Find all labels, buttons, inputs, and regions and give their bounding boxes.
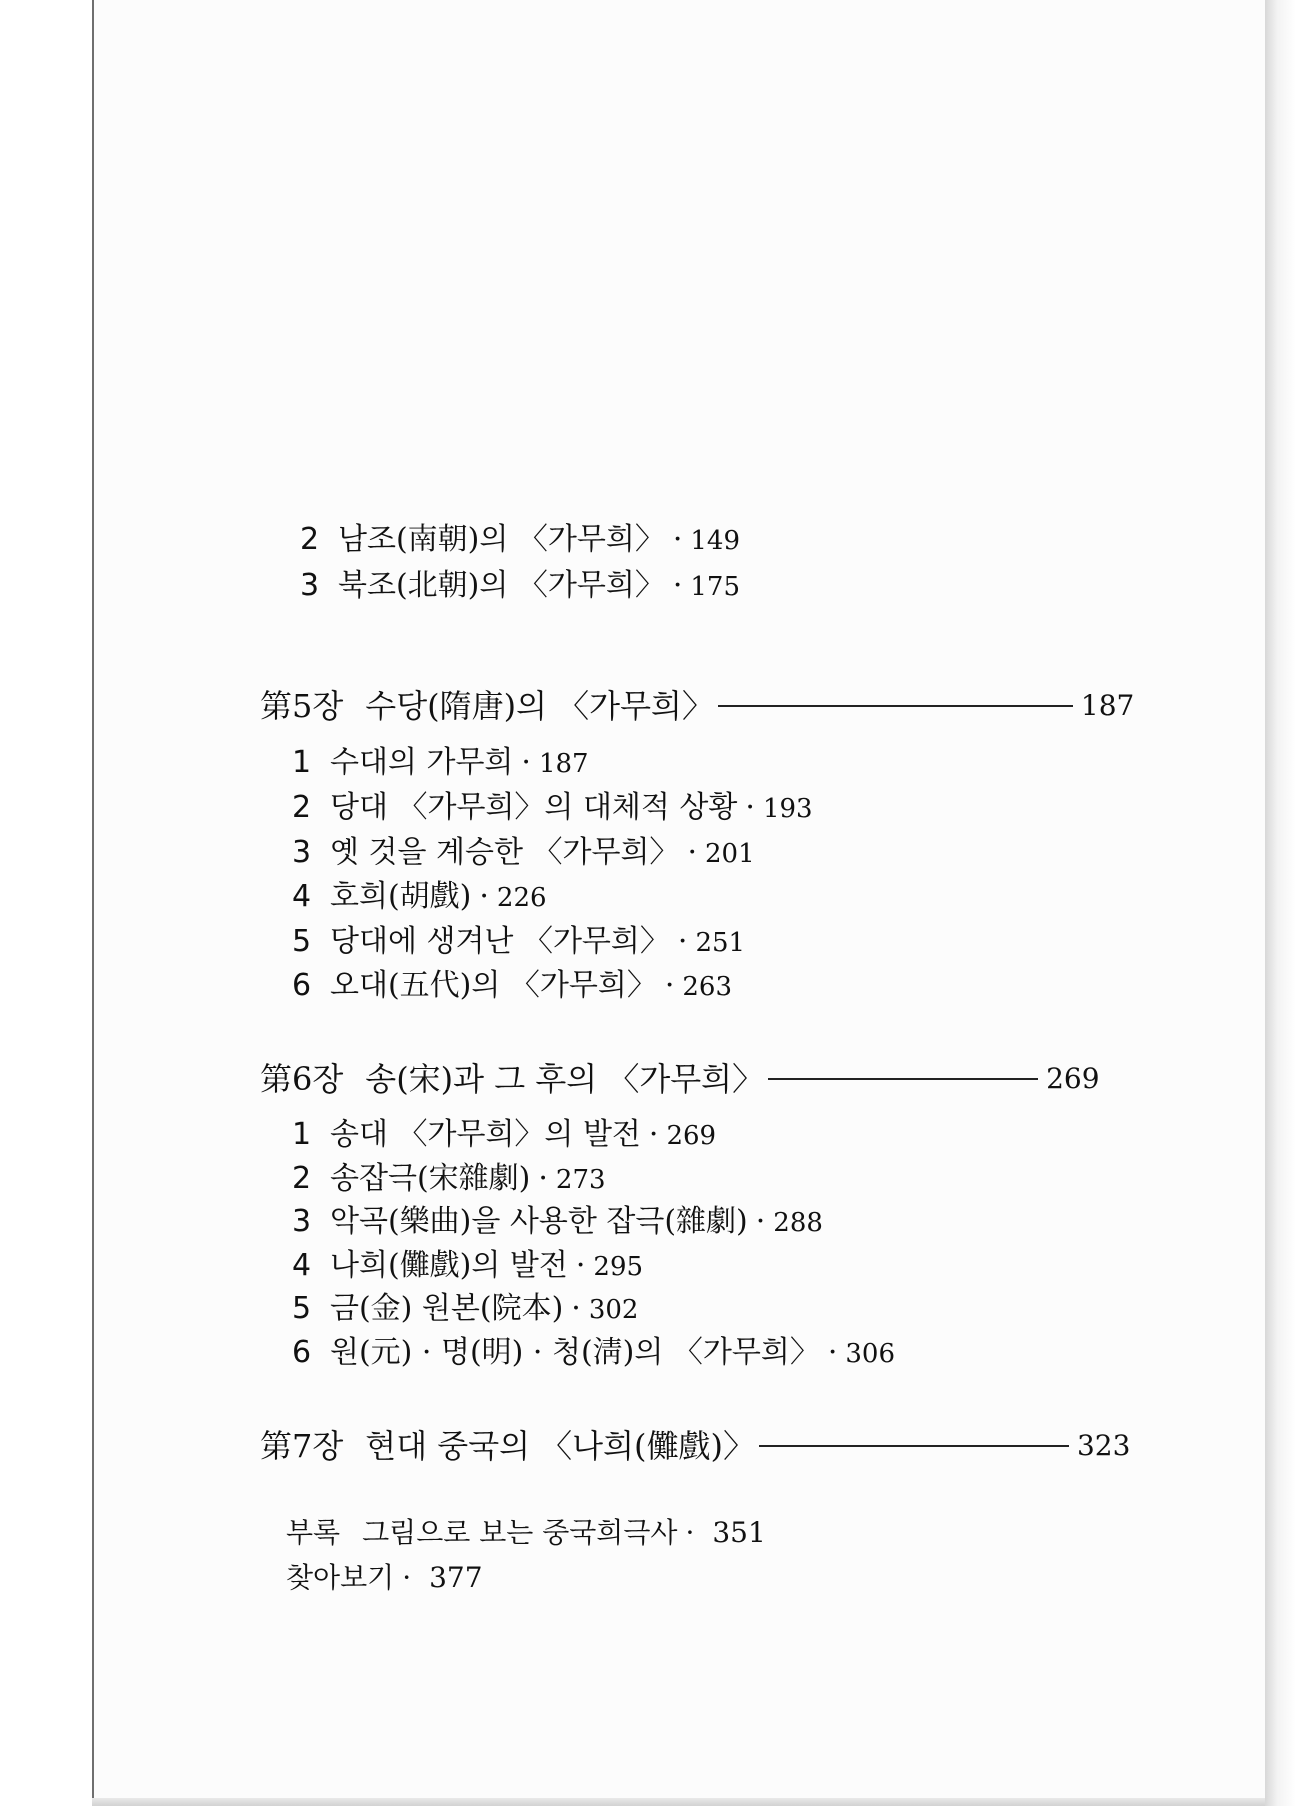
- index-page: 377: [429, 1561, 483, 1594]
- toc-entry: [292, 1291, 638, 1328]
- chapter-heading: [260, 1426, 1130, 1466]
- section-number: 4: [292, 879, 312, 914]
- appendix-page: 351: [712, 1516, 766, 1549]
- chapter-page: 187: [1080, 689, 1135, 722]
- section-number: 6: [292, 1335, 312, 1370]
- page-edge-shadow: [1265, 0, 1296, 1806]
- separator-dot: ·: [672, 568, 683, 603]
- section-page: 193: [762, 794, 813, 824]
- leader-rule: [718, 705, 1073, 707]
- section-page: 149: [690, 526, 741, 556]
- section-page: 187: [538, 749, 589, 779]
- toc-entry: [292, 879, 547, 916]
- toc-entry: [292, 1335, 895, 1372]
- section-number: 3: [292, 1204, 312, 1239]
- chapter-title: 현대 중국의 〈나희(儺戲)〉: [365, 1427, 755, 1465]
- section-page: 306: [845, 1339, 896, 1369]
- section-page: 175: [690, 572, 741, 602]
- appendix-label: 부록: [286, 1516, 341, 1549]
- section-number: 5: [292, 924, 312, 959]
- separator-dot: ·: [575, 1248, 586, 1283]
- toc-entry: [292, 1248, 643, 1285]
- section-title: 북조(北朝)의 〈가무희〉: [338, 568, 665, 603]
- section-page: 263: [682, 972, 733, 1002]
- separator-dot: ·: [664, 968, 675, 1003]
- chapter-heading: [260, 1059, 1100, 1099]
- separator-dot: ·: [571, 1291, 581, 1326]
- separator-dot: ·: [402, 1561, 412, 1594]
- section-title: 나희(儺戲)의 발전: [330, 1248, 568, 1283]
- section-number: 1: [292, 1117, 312, 1152]
- index-entry: [286, 1560, 483, 1596]
- appendix-title: 그림으로 보는 중국희극사: [362, 1516, 678, 1549]
- separator-dot: ·: [648, 1117, 659, 1152]
- chapter-title: 수당(隋唐)의 〈가무희〉: [365, 687, 714, 725]
- section-number: 2: [292, 790, 312, 825]
- separator-dot: ·: [521, 745, 531, 780]
- section-page: 251: [695, 928, 746, 958]
- section-title: 당대에 생겨난 〈가무희〉: [330, 924, 670, 959]
- chapter-page: 269: [1046, 1062, 1100, 1095]
- page-bottom-edge: [92, 1798, 1265, 1806]
- toc-entry: [300, 568, 740, 605]
- section-title: 당대 〈가무희〉의 대체적 상황: [330, 790, 738, 825]
- section-title: 옛 것을 계승한 〈가무희〉: [330, 835, 680, 870]
- toc-entry: [292, 924, 745, 961]
- toc-entry: [292, 745, 589, 782]
- chapter-label: 第7장: [260, 1427, 344, 1465]
- section-page: 273: [555, 1165, 606, 1195]
- section-number: 3: [300, 568, 320, 603]
- separator-dot: ·: [538, 1161, 548, 1196]
- toc-entry: [292, 1204, 823, 1241]
- left-margin: [0, 0, 92, 1806]
- chapter-heading: [260, 686, 1134, 726]
- separator-dot: ·: [685, 1516, 695, 1549]
- index-label: 찾아보기: [286, 1561, 395, 1594]
- separator-dot: ·: [827, 1335, 838, 1370]
- toc-entry: [292, 1161, 606, 1198]
- leader-rule: [759, 1445, 1069, 1447]
- section-title: 오대(五代)의 〈가무희〉: [330, 968, 657, 1003]
- leader-rule: [768, 1078, 1038, 1080]
- section-page: 295: [593, 1252, 644, 1282]
- section-title: 남조(南朝)의 〈가무희〉: [338, 522, 665, 557]
- separator-dot: ·: [677, 924, 688, 959]
- chapter-label: 第6장: [260, 1060, 344, 1098]
- section-number: 2: [292, 1161, 312, 1196]
- section-title: 송잡극(宋雜劇): [330, 1161, 531, 1196]
- chapter-title: 송(宋)과 그 후의 〈가무희〉: [365, 1060, 765, 1098]
- toc-entry: [292, 835, 755, 872]
- section-page: 288: [773, 1208, 823, 1238]
- section-page: 201: [704, 839, 755, 869]
- section-title: 수대의 가무희: [330, 745, 514, 780]
- toc-entry: [300, 522, 740, 559]
- section-number: 2: [300, 522, 320, 557]
- section-title: 송대 〈가무희〉의 발전: [330, 1117, 641, 1152]
- toc-entry: [292, 790, 813, 827]
- section-number: 5: [292, 1291, 312, 1326]
- appendix-entry: [286, 1515, 766, 1551]
- section-title: 금(金) 원본(院本): [330, 1291, 564, 1326]
- section-title: 악곡(樂曲)을 사용한 잡극(雜劇): [330, 1204, 748, 1239]
- separator-dot: ·: [672, 522, 683, 557]
- section-title: 호희(胡戲): [330, 879, 472, 914]
- section-page: 269: [666, 1121, 717, 1151]
- section-page: 302: [588, 1295, 639, 1325]
- section-number: 3: [292, 835, 312, 870]
- separator-dot: ·: [687, 835, 697, 870]
- section-number: 6: [292, 968, 312, 1003]
- chapter-page: 323: [1076, 1429, 1131, 1462]
- toc-entry: [292, 968, 732, 1005]
- section-title: 원(元) · 명(明) · 청(淸)의 〈가무희〉: [330, 1335, 820, 1370]
- section-number: 4: [292, 1248, 312, 1283]
- separator-dot: ·: [755, 1204, 766, 1239]
- section-page: 226: [496, 883, 547, 913]
- toc-entry: [292, 1117, 716, 1154]
- chapter-label: 第5장: [260, 687, 344, 725]
- section-number: 1: [292, 745, 312, 780]
- separator-dot: ·: [745, 790, 755, 825]
- separator-dot: ·: [479, 879, 489, 914]
